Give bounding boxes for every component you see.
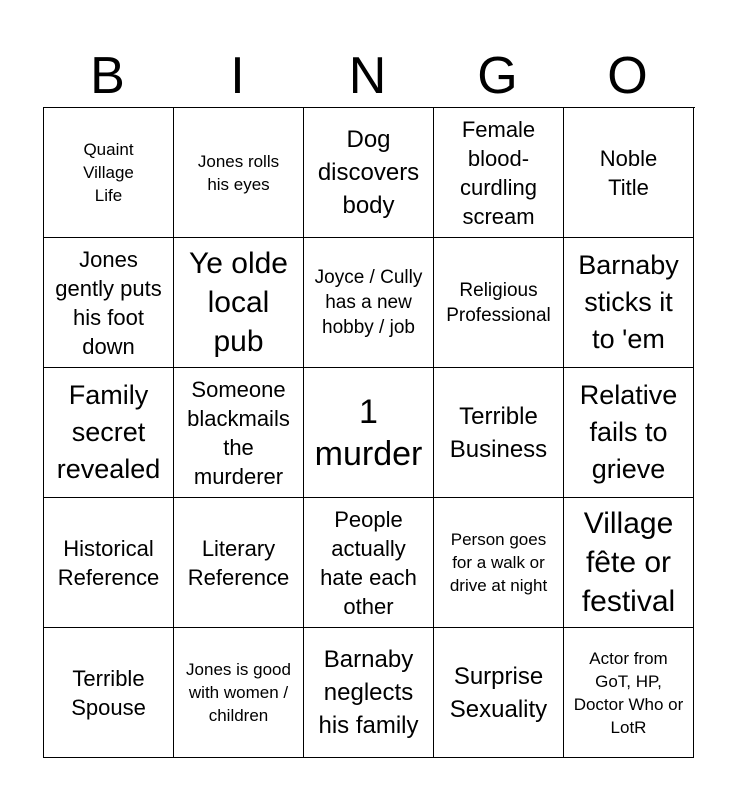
bingo-cell[interactable]	[44, 498, 174, 628]
cell-label: 1 murder	[314, 392, 423, 473]
cell-label: Terrible Spouse	[71, 665, 146, 720]
cell-label: Barnaby neglects his family	[318, 646, 419, 739]
cell-label: Jones is good with women / children	[186, 660, 291, 725]
cell-label: Noble Title	[599, 145, 658, 200]
bingo-cell[interactable]	[304, 238, 434, 368]
bingo-cell[interactable]	[564, 368, 694, 498]
bingo-cell[interactable]	[564, 108, 694, 238]
cell-label: People actually hate each other	[320, 506, 417, 619]
header-letter-i: I	[230, 47, 246, 105]
bingo-cell[interactable]	[174, 628, 304, 758]
bingo-cell[interactable]	[564, 498, 694, 628]
cell-label: Ye olde local pub	[189, 247, 288, 358]
cell-label: Village fête or festival	[581, 507, 676, 618]
cell-label: Actor from GoT, HP, Doctor Who or LotR	[573, 648, 684, 737]
bingo-cell[interactable]	[304, 628, 434, 758]
cell-label: Literary Reference	[187, 535, 290, 590]
bingo-header	[43, 44, 693, 108]
cell-label: Jones gently puts his foot down	[55, 246, 162, 359]
bingo-cell[interactable]	[434, 108, 564, 238]
header-letter-g: G	[477, 47, 519, 105]
cell-label: Jones rolls his eyes	[197, 151, 280, 194]
cell-label: Surprise Sexuality	[449, 662, 548, 723]
bingo-card	[43, 107, 695, 758]
cell-label: Person goes for a walk or drive at night	[449, 530, 548, 595]
cell-label: Historical Reference	[57, 535, 160, 590]
cell-label: Family secret revealed	[56, 380, 161, 484]
bingo-cell[interactable]	[434, 368, 564, 498]
cell-label: Someone blackmails the murderer	[187, 376, 290, 489]
cell-label: Dog discovers body	[317, 126, 420, 219]
header-letter-o: O	[607, 47, 649, 105]
bingo-cell[interactable]	[564, 238, 694, 368]
cell-label: Female blood-curdling scream	[459, 116, 538, 229]
cell-label: Joyce / Cully has a new hobby / job	[314, 267, 423, 338]
bingo-cell[interactable]	[434, 628, 564, 758]
bingo-cell[interactable]	[174, 238, 304, 368]
cell-label: Relative fails to grieve	[579, 380, 678, 484]
bingo-cell[interactable]	[44, 368, 174, 498]
bingo-cell[interactable]	[304, 108, 434, 238]
bingo-cell[interactable]	[564, 628, 694, 758]
cell-label: Quaint Village Life	[83, 140, 134, 205]
bingo-cell[interactable]	[174, 498, 304, 628]
cell-label: Religious Professional	[446, 279, 551, 326]
bingo-cell[interactable]	[434, 238, 564, 368]
bingo-cell[interactable]	[434, 498, 564, 628]
bingo-cell[interactable]	[44, 238, 174, 368]
bingo-cell[interactable]	[44, 108, 174, 238]
bingo-cell[interactable]	[174, 368, 304, 498]
cell-label: Barnaby sticks it to 'em	[578, 250, 679, 354]
header-letter-b: B	[90, 47, 126, 105]
cell-label: Terrible Business	[449, 402, 548, 463]
bingo-cell[interactable]	[174, 108, 304, 238]
bingo-cell[interactable]	[44, 628, 174, 758]
bingo-cell[interactable]	[304, 498, 434, 628]
free-space-cell[interactable]	[304, 368, 434, 498]
header-letter-n: N	[348, 47, 388, 105]
